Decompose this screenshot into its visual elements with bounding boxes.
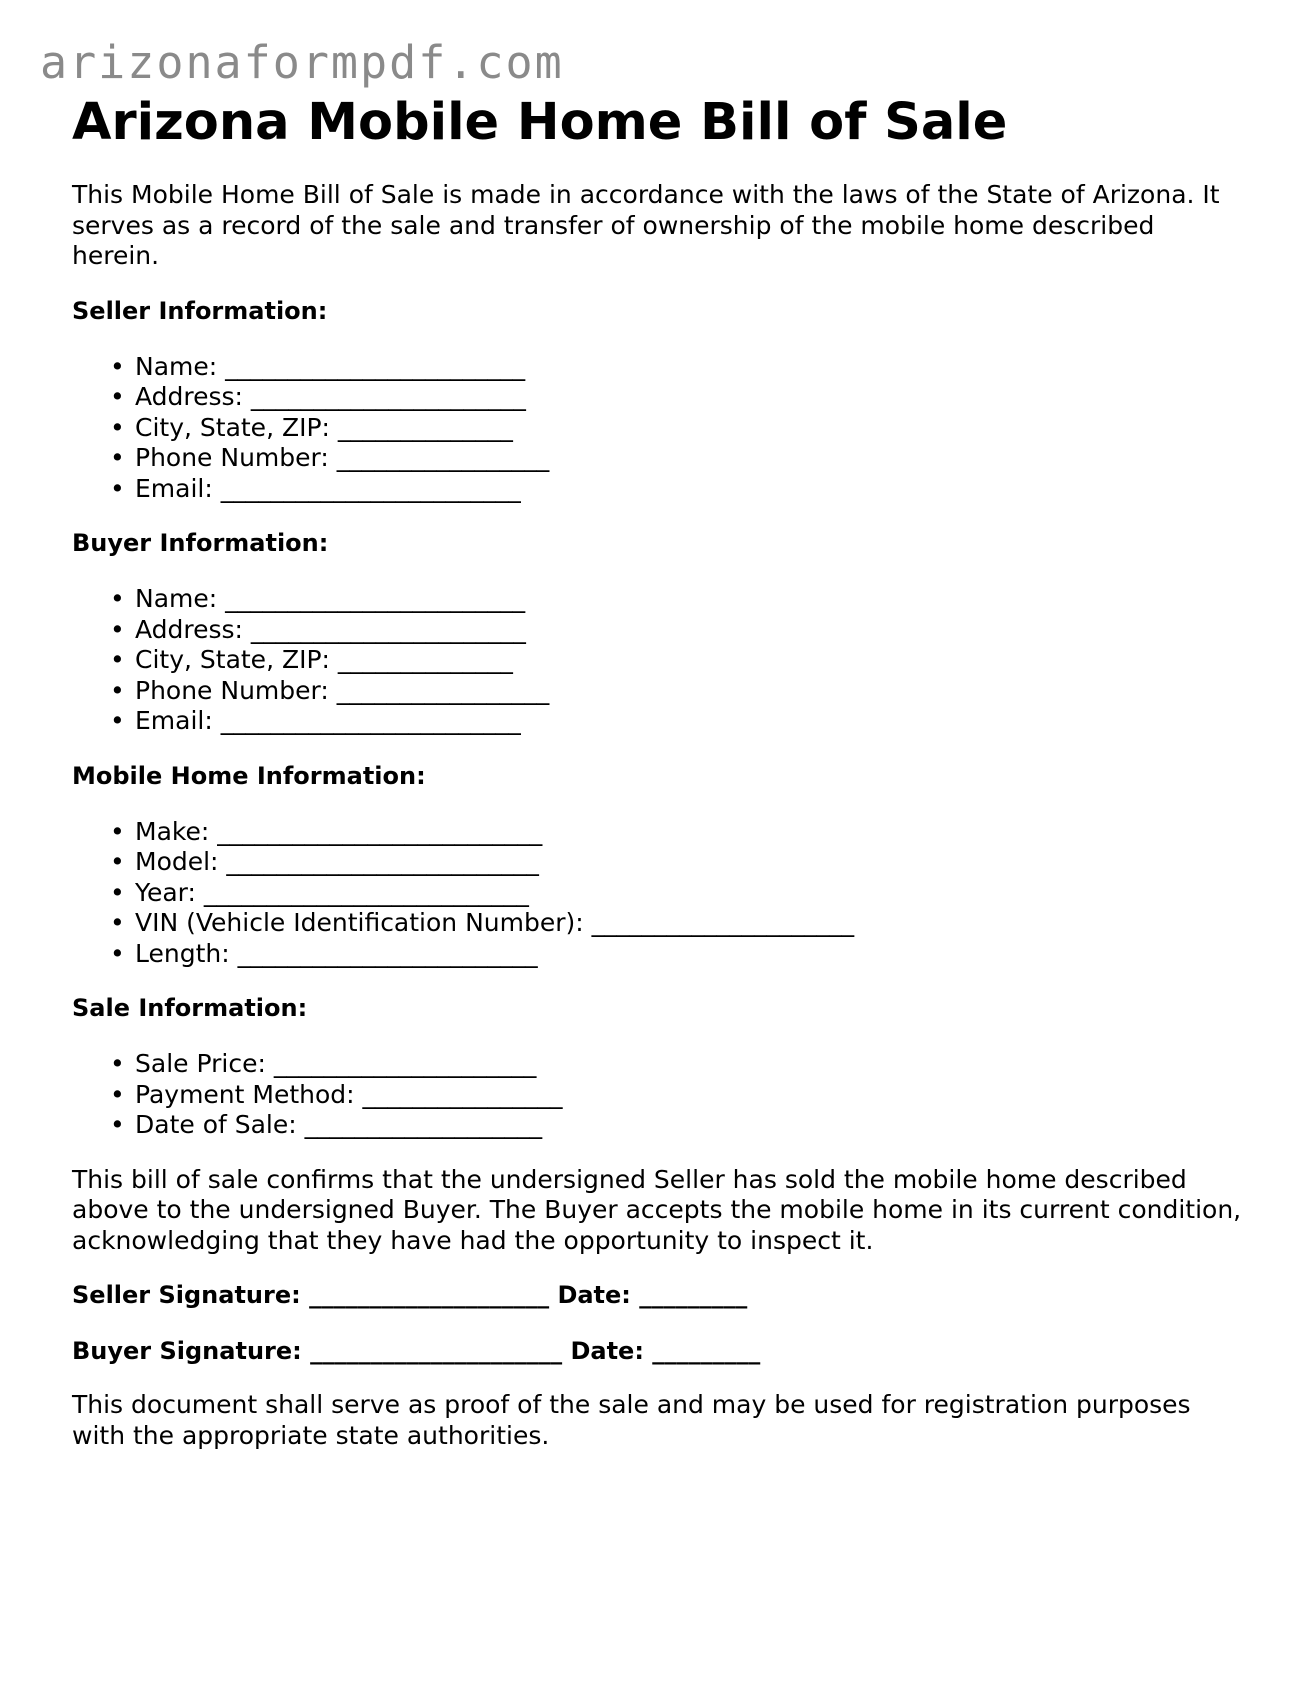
length-field[interactable] <box>110 938 1242 970</box>
field-label: Phone Number: _________________ <box>135 675 550 705</box>
buyer-address-field[interactable] <box>110 614 1242 646</box>
buyer-section-heading: Buyer Information: <box>72 529 329 557</box>
field-label: Sale Price: _____________________ <box>135 1049 537 1078</box>
mobile-home-field-list <box>72 817 1242 970</box>
date-of-sale-field[interactable] <box>110 1110 1242 1141</box>
seller-signature-line[interactable]: Seller Signature: ____________________ Date: _________ <box>72 1281 748 1309</box>
field-label: Name: ________________________ <box>135 584 526 613</box>
field-label: Model: _________________________ <box>135 847 539 876</box>
bullet-icon: • <box>110 706 125 735</box>
bullet-icon: • <box>110 382 125 411</box>
field-label: Length: ________________________ <box>135 938 538 968</box>
seller-address-field[interactable] <box>110 382 1242 413</box>
document-page <box>72 92 1242 1451</box>
buyer-field-list <box>72 584 1242 737</box>
field-label: Email: ________________________ <box>135 473 521 503</box>
bullet-icon: • <box>110 1110 125 1139</box>
closing-paragraph: This document shall serve as proof of the sale and may be used for registration purposes with the appropriate state authorities. <box>72 1390 1191 1450</box>
seller-name-field[interactable] <box>110 351 1242 383</box>
seller-city-state-zip-field[interactable] <box>110 412 1242 444</box>
field-label: Name: ________________________ <box>135 351 526 381</box>
buyer-city-state-zip-field[interactable] <box>110 645 1242 676</box>
buyer-phone-field[interactable] <box>110 675 1242 707</box>
bullet-icon: • <box>110 1049 125 1078</box>
sale-price-field[interactable] <box>110 1049 1242 1080</box>
year-field[interactable] <box>110 877 1242 909</box>
make-field[interactable] <box>110 816 1242 848</box>
bullet-icon: • <box>110 443 125 472</box>
seller-phone-field[interactable] <box>110 443 1242 474</box>
bullet-icon: • <box>110 847 125 876</box>
bullet-icon: • <box>110 675 125 705</box>
field-label: VIN (Vehicle Identification Number): _____________________ <box>135 908 855 937</box>
seller-field-list <box>72 352 1242 505</box>
vin-field[interactable] <box>110 908 1242 939</box>
field-label: Email: ________________________ <box>135 706 521 735</box>
mobile-home-section-heading: Mobile Home Information: <box>72 761 426 790</box>
confirmation-paragraph: This bill of sale confirms that the undersigned Seller has sold the mobile home described above to the undersigned Buyer. The Buyer accepts the mobile home in its current condition, acknowledging that they have had the opportunity to inspect it. <box>72 1164 1242 1255</box>
bullet-icon: • <box>110 473 125 503</box>
field-label: Year: __________________________ <box>135 877 529 907</box>
field-label: Address: ______________________ <box>135 614 526 644</box>
intro-paragraph: This Mobile Home Bill of Sale is made in accordance with the laws of the State of Arizona. It serves as a record of the sale and transfer of ownership of the mobile home described herein. <box>72 180 1220 270</box>
bullet-icon: • <box>110 908 125 937</box>
model-field[interactable] <box>110 847 1242 878</box>
bullet-icon: • <box>110 584 125 613</box>
buyer-signature-line[interactable]: Buyer Signature: _____________________ Date: _________ <box>72 1337 761 1365</box>
bullet-icon: • <box>110 614 125 644</box>
bullet-icon: • <box>110 938 125 968</box>
field-label: Make: __________________________ <box>135 816 543 846</box>
field-label: City, State, ZIP: ______________ <box>135 412 513 442</box>
field-label: Phone Number: _________________ <box>135 443 550 472</box>
watermark: arizonaformpdf.com <box>40 36 564 89</box>
field-label: City, State, ZIP: ______________ <box>135 645 513 674</box>
bullet-icon: • <box>110 1079 125 1109</box>
bullet-icon: • <box>110 645 125 674</box>
bullet-icon: • <box>110 877 125 907</box>
buyer-name-field[interactable] <box>110 584 1242 615</box>
field-label: Address: ______________________ <box>135 382 526 411</box>
bullet-icon: • <box>110 412 125 442</box>
sale-section-heading: Sale Information: <box>72 994 308 1022</box>
seller-email-field[interactable] <box>110 473 1242 505</box>
buyer-email-field[interactable] <box>110 706 1242 737</box>
bullet-icon: • <box>110 816 125 846</box>
field-label: Payment Method: ________________ <box>135 1079 563 1109</box>
seller-section-heading: Seller Information: <box>72 296 328 325</box>
sale-field-list <box>72 1049 1242 1141</box>
field-label: Date of Sale: ___________________ <box>135 1110 543 1139</box>
bullet-icon: • <box>110 351 125 381</box>
payment-method-field[interactable] <box>110 1079 1242 1111</box>
document-title: Arizona Mobile Home Bill of Sale <box>72 93 1008 152</box>
